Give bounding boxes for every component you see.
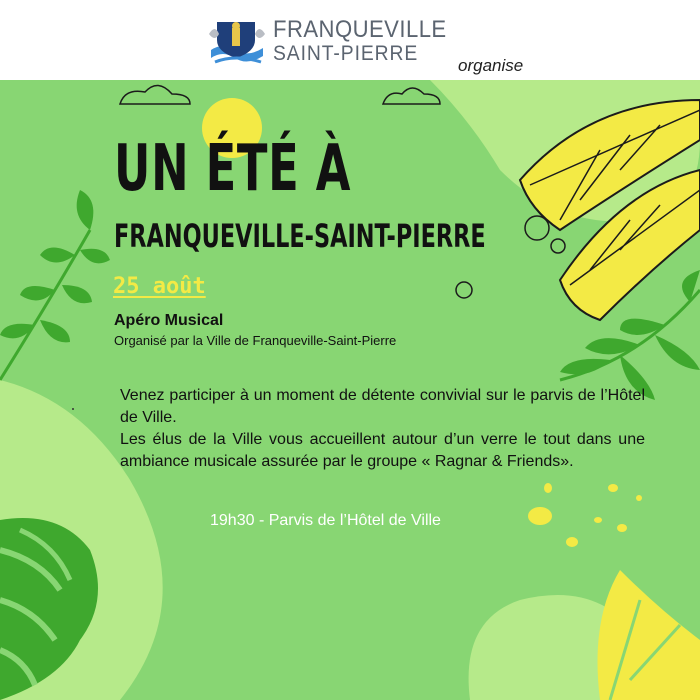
event-description: [120, 385, 645, 473]
fern-leaf-icon: [0, 190, 110, 380]
cloud-icon: [383, 88, 440, 104]
description-paragraph: Les élus de la Ville vous accueillent autour d’un verre le tout dans une ambiance musicale assurée par le groupe « Ragnar & Friends».: [120, 431, 645, 470]
organise-label: organise: [458, 56, 524, 75]
city-logo[interactable]: [205, 12, 447, 68]
bubble-shape: [456, 282, 472, 298]
confetti-dots: [528, 483, 642, 547]
organizer-text: Organisé par la Ville de Franqueville-Saint-Pierre: [114, 333, 397, 348]
header-bar: [0, 0, 700, 80]
palm-leaf-icon: [598, 570, 700, 700]
bubble-shape: [551, 239, 565, 253]
main-title: UN ÉTÉ À: [114, 132, 352, 206]
description-paragraph: Venez participer à un moment de détente convivial sur le parvis de l’Hôtel de Ville.: [120, 387, 645, 426]
stray-dot: [72, 408, 74, 410]
city-crest-icon: [205, 12, 269, 68]
event-date: 25 août: [113, 274, 206, 299]
logo-line1: FRANQUEVILLE: [273, 16, 447, 43]
poster-panel: [0, 80, 700, 700]
cloud-icon: [120, 85, 190, 104]
logo-line2: SAINT-PIERRE: [273, 42, 419, 65]
main-subtitle: FRANQUEVILLE-SAINT-PIERRE: [114, 217, 486, 255]
event-name: Apéro Musical: [114, 312, 224, 329]
time-and-place: 19h30 - Parvis de l’Hôtel de Ville: [210, 512, 441, 529]
